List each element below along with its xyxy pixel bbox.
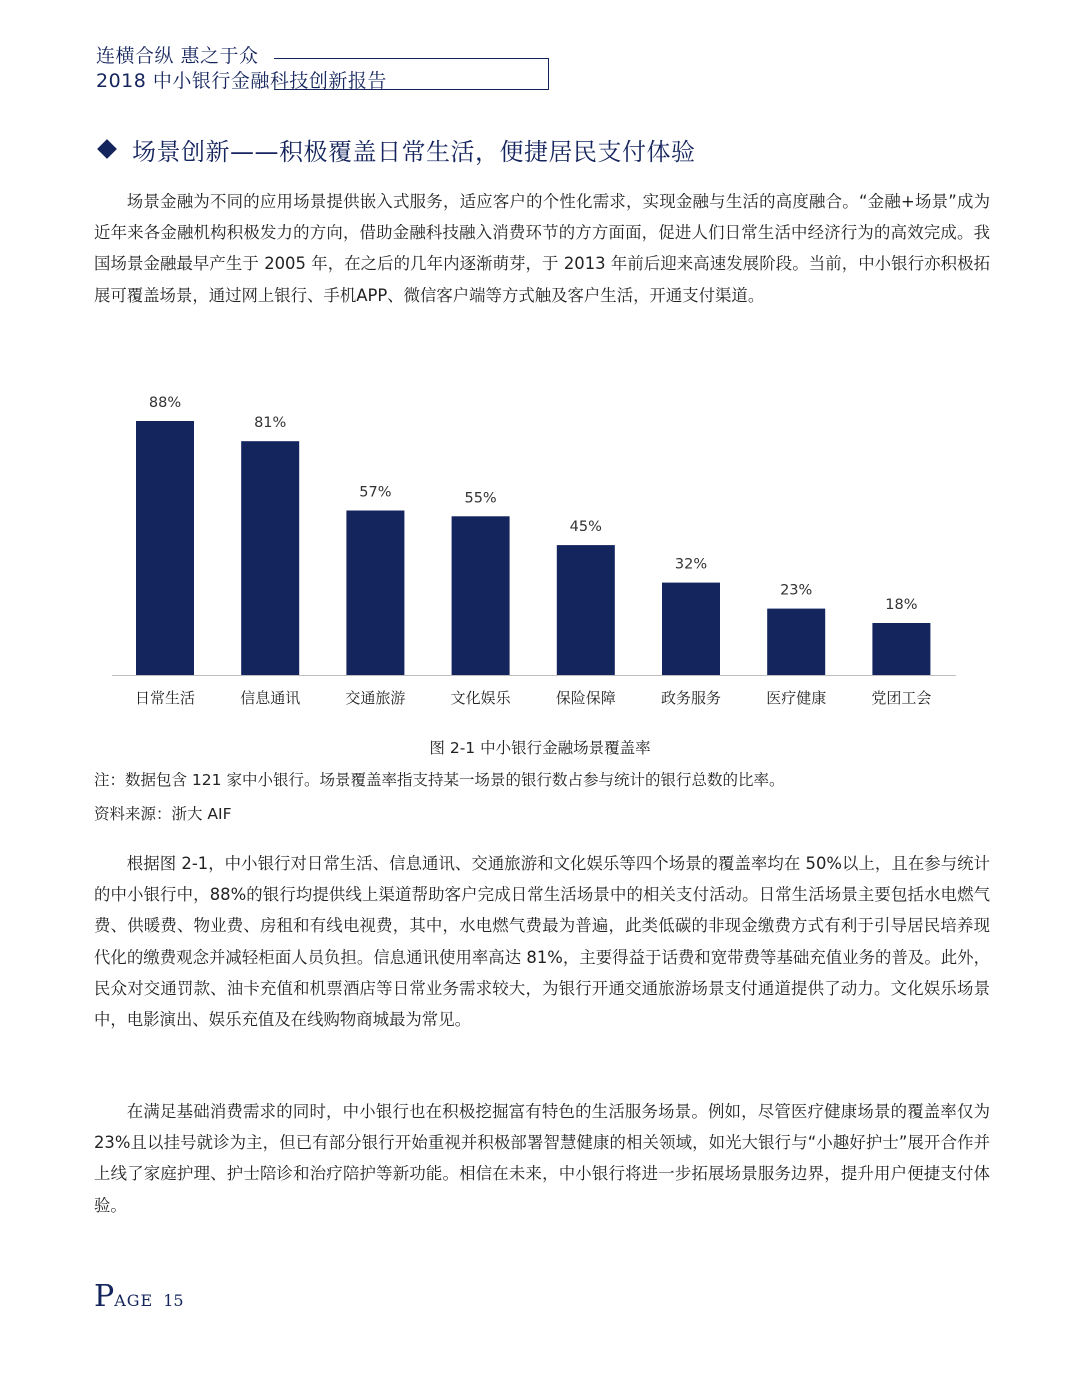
bar-value-label: 45% <box>569 519 602 536</box>
analysis-paragraph: 根据图 2-1，中小银行对日常生活、信息通讯、交通旅游和文化娱乐等四个场景的覆盖率均在 50%以上，且在参与统计的中小银行中，88%的银行均提供线上渠道帮助客户完成日常生活场景中的相关支付活动。日常生活场景主要包括水电燃气费、供暖费、物业费、房租和有线电视费，其中，水电燃气费最为普遍，此类低碳的非现金缴费方式有利于引导居民培养现代化的缴费观念并减轻柜面人员负担。信息通讯使用率高达 81%，主要得益于话费和宽带费等基础充值业务的普及。此外，民众对交通罚款、油卡充值和机票酒店等日常业务需求较大，为银行开通交通旅游场景支付通道提供了动力。文化娱乐场景中，电影演出、娱乐充值及在线购物商城最为常见。 <box>94 854 990 1030</box>
bar-value-label: 57% <box>359 484 392 501</box>
figure-note: 注：数据包含 121 家中小银行。场景覆盖率指支持某一场景的银行数占参与统计的银行总数的比率。 <box>94 771 785 789</box>
category-label: 保险保障 <box>555 689 616 707</box>
header-report-title: 2018 中小银行金融科技创新报告 <box>96 70 387 92</box>
bar-value-label: 18% <box>885 597 918 613</box>
intro-paragraph: 场景金融为不同的应用场景提供嵌入式服务，适应客户的个性化需求，实现金融与生活的高度融合。“金融+场景”成为近年来各金融机构积极发力的方向，借助金融科技融入消费环节的方方面面，促进人们日常生活中经济行为的高效完成。我国场景金融最早产生于 2005 年，在之后的几年内逐渐萌芽，于 2013 年前后迎来高速发展阶段。当前，中小银行亦积极拓展可覆盖场景，通过网上银行、手机APP、微信客户端等方式触及客户生活，开通支付渠道。 <box>94 192 990 305</box>
bar-value-label: 32% <box>674 556 708 573</box>
bar-1 <box>136 421 194 675</box>
category-label: 政务服务 <box>660 689 722 707</box>
bar-7 <box>767 609 825 675</box>
header-slogan: 连横合纵 惠之于众 <box>96 45 259 67</box>
bar-6 <box>662 583 720 675</box>
category-label: 日常生活 <box>134 689 196 707</box>
chart-svg <box>96 380 976 720</box>
category-label: 文化娱乐 <box>450 689 511 707</box>
category-label: 党团工会 <box>871 689 932 707</box>
diamond-bullet-icon <box>97 139 117 159</box>
page-label-initial: P <box>94 1279 115 1314</box>
figure-source: 资料来源：浙大 AIF <box>94 805 232 823</box>
bar-3 <box>346 511 404 676</box>
category-label: 交通旅游 <box>345 689 406 707</box>
section-title: 场景创新——积极覆盖日常生活，便捷居民支付体验 <box>132 137 696 166</box>
category-label: 信息通讯 <box>240 689 301 707</box>
outlook-paragraph: 在满足基础消费需求的同时，中小银行也在积极挖掘富有特色的生活服务场景。例如，尽管医疗健康场景的覆盖率仅为 23%且以挂号就诊为主，但已有部分银行开始重视并积极部署智慧健康的相关领域，如光大银行与“小趣好护士”展开合作并上线了家庭护理、护士陪诊和治疗陪护等新功能。相信在未来，中小银行将进一步拓展场景服务边界，提升用户便捷支付体验。 <box>94 1102 990 1215</box>
bar-value-label: 55% <box>464 490 497 507</box>
bar-5 <box>557 545 615 675</box>
figure-caption: 图 2-1 中小银行金融场景覆盖率 <box>429 739 651 757</box>
bar-8 <box>872 623 930 675</box>
bar-2 <box>241 441 299 675</box>
coverage-bar-chart <box>96 380 976 720</box>
page-number: 15 <box>163 1291 184 1310</box>
bar-4 <box>452 516 510 675</box>
category-label: 医疗健康 <box>766 689 827 707</box>
page-label-rest: AGE <box>114 1291 154 1310</box>
bar-value-label: 88% <box>148 395 182 411</box>
report-header <box>96 44 456 96</box>
section-heading <box>96 131 696 167</box>
bar-value-label: 81% <box>254 415 287 432</box>
page-footer <box>94 1280 184 1314</box>
bar-value-label: 23% <box>780 582 813 599</box>
